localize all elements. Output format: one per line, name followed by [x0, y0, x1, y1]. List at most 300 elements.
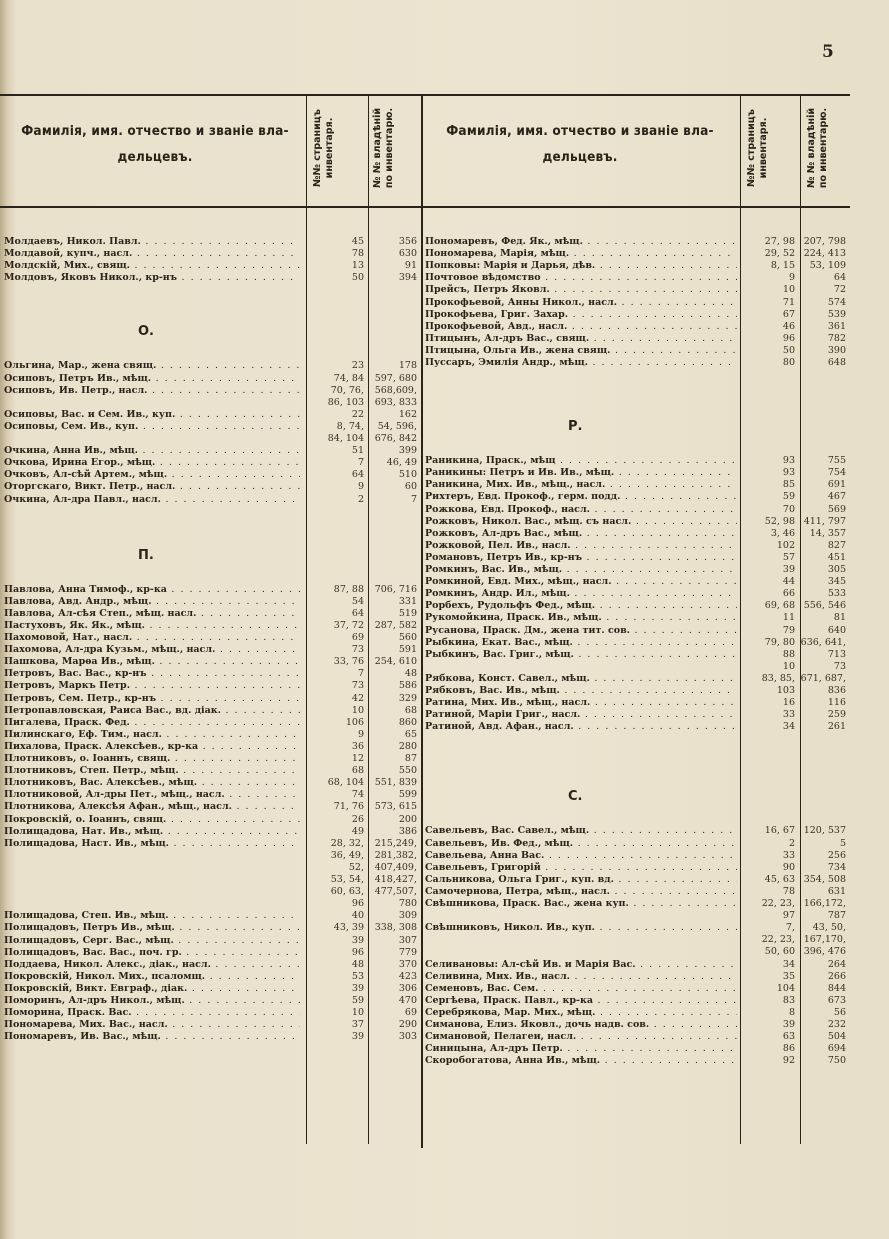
entry-name: Поморинъ, Ал-дръ Никол., мѣщ. . . .: [4, 995, 300, 1007]
entry-name: Рябковъ, Вас. Ив., мѣщ. . . .: [425, 685, 737, 697]
entry-pages: 9: [788, 272, 795, 284]
header-pages-line1: №№ страницъ: [312, 109, 323, 187]
entry-pages: 57: [782, 551, 795, 563]
entry-pages: 42: [351, 692, 364, 704]
entry-owners: 573, 615: [374, 801, 417, 813]
entry-pages: 79, 80: [764, 636, 795, 648]
entry-pages: 33: [782, 849, 795, 861]
header-owners-left: [372, 100, 396, 196]
entry-name: Ромкинъ, Андр. Ил., мѣщ. . . .: [425, 588, 737, 600]
entry-pages: 52,: [348, 861, 364, 873]
entry-pages: 10: [782, 284, 795, 296]
entry-name: Сергѣева, Праск. Павл., кр-ка . . .: [425, 995, 737, 1007]
entry-pages: 45: [351, 236, 364, 247]
entry-name: Птицына, Ольга Ив., жена свящ. . . .: [425, 345, 737, 357]
entry-name: Рыбкина, Екат. Вас., мѣщ. . . .: [425, 637, 737, 649]
entry-name: Синицына, Ал-дръ Петр. . . .: [425, 1043, 737, 1055]
entry-pages: 50: [351, 272, 364, 284]
entry-name: Петровъ, Вас. Вас., кр-нъ . . .: [4, 668, 300, 680]
entry-name: Рожковъ, Никол. Вас., мѣщ. съ насл. . . .: [425, 516, 737, 528]
entry-name: Серебрякова, Мар. Мих., мѣщ. . . .: [425, 1007, 737, 1019]
entry-pages: 80: [782, 357, 795, 368]
entry-name: Раникина, Праск., мѣщ . . .: [425, 455, 737, 467]
entry-owners: 451: [827, 551, 846, 563]
header-pages-line1: №№ страницъ: [746, 109, 757, 187]
entry-name: Покровскій, Викт. Евграф., діак. . . .: [4, 983, 300, 995]
entry-pages: 102: [776, 539, 795, 551]
entry-name: Пахомова, Ал-дра Кузьм., мѣщ., насл. . . .: [4, 644, 300, 656]
header-owners-right: [806, 100, 830, 196]
header-owners-line1: № № владѣній: [806, 108, 817, 188]
entry-name: Рябкова, Конст. Савел., мѣщ. . . .: [425, 673, 737, 685]
entry-owners: 539: [827, 308, 846, 320]
entry-owners: 556, 546: [803, 600, 846, 612]
entry-pages: 8, 74,: [336, 420, 364, 432]
entry-owners: 519: [398, 607, 417, 619]
entry-owners: 69: [404, 1007, 417, 1019]
entry-pages: 74: [351, 789, 364, 801]
entry-pages: 90: [782, 861, 795, 873]
entry-owners: 120, 537: [803, 825, 846, 837]
entry-name: Плотниковъ, о. Іоаннъ, свящ. . . .: [4, 753, 300, 765]
entry-pages: 27, 98: [764, 236, 795, 247]
entry-pages: 49: [351, 825, 364, 837]
entry-pages: 67: [782, 308, 795, 320]
entry-pages: 73: [351, 680, 364, 692]
entry-owners: 510: [398, 469, 417, 481]
entry-name: Рукомойкина, Праск. Ив., мѣщ. . . .: [425, 612, 737, 624]
entry-pages: 10: [351, 1007, 364, 1019]
entry-owners: 599: [398, 789, 417, 801]
entry-owners: 779: [398, 946, 417, 958]
entry-owners: 399: [398, 445, 417, 457]
entry-name: Прокофьева, Григ. Захар. . . .: [425, 309, 737, 321]
entry-pages: 59: [351, 995, 364, 1006]
entry-pages: 26: [351, 813, 364, 825]
entry-name: Пахомовой, Нат., насл. . . .: [4, 632, 300, 644]
entry-owners: 693, 833: [374, 396, 417, 408]
entry-name: Плотниковъ, Вас. Алексѣев., мѣщ. . . .: [4, 777, 300, 789]
entry-name: Свѣшникова, Праск. Вас., жена куп. . . .: [425, 898, 737, 910]
header-owners-line2: по инвентарю.: [818, 107, 829, 189]
entry-name: Сальникова, Ольга Григ., куп. вд. . . .: [425, 874, 737, 886]
entry-owners: 676, 842: [374, 433, 417, 444]
entry-pages: 70: [782, 503, 795, 515]
entry-pages: 106: [345, 716, 364, 728]
entry-name: Оторгскаго, Викт. Петр., насл. . . .: [4, 481, 300, 493]
header-owners-line1: № № владѣній: [372, 108, 383, 188]
entry-owners: 860: [398, 716, 417, 728]
page-number: 5: [822, 42, 834, 62]
entry-owners: 43, 50,: [812, 922, 846, 934]
header-owners-line2: по инвентарю.: [384, 107, 395, 189]
entry-owners: 423: [398, 970, 417, 982]
entry-owners: 73: [833, 660, 846, 672]
entry-name: Пономаревъ, Ив. Вас., мѣщ. . . .: [4, 1031, 300, 1043]
entry-pages: 70, 76,: [330, 384, 364, 396]
entry-name: Прокофьевой, Анны Никол., насл. . . .: [425, 297, 737, 309]
entry-owners: 407,409,: [374, 861, 417, 873]
entry-name: Осиповы, Сем. Ив., куп. . . .: [4, 421, 300, 433]
entry-name: Рихтеръ, Евд. Прокоф., герм. подд. . . .: [425, 491, 737, 503]
entry-name: Пашкова, Марѳа Ив., мѣщ. . . .: [4, 656, 300, 668]
entry-owners: 65: [404, 728, 417, 740]
entry-owners: 550: [398, 765, 417, 777]
entry-owners: 477,507,: [374, 886, 417, 898]
entry-pages: 37: [351, 1019, 364, 1031]
entry-name: Полищадовъ, Петръ Ив., мѣщ. . . .: [4, 922, 300, 934]
entry-name: Осиповы, Вас. и Сем. Ив., куп. . . .: [4, 409, 300, 421]
entry-name: Поддаева, Никол. Алекс., діак., насл. . . .: [4, 959, 300, 971]
entry-name: Павлова, Авд. Андр., мѣщ. . . .: [4, 596, 300, 608]
entry-name: Раникины: Петръ и Ив. Ив., мѣщ. . . .: [425, 467, 737, 479]
entry-name: Савельевъ, Вас. Савел., мѣщ. . . .: [425, 825, 737, 837]
entry-owners: 266: [827, 970, 846, 982]
entry-pages: 83, 85,: [761, 672, 795, 684]
entry-owners: 7: [410, 493, 417, 505]
entry-name: Рожковъ, Ал-дръ Вас., мѣщ. . . .: [425, 528, 737, 540]
entry-owners: 782: [827, 332, 846, 344]
entry-name: Павлова, Анна Тимоф., кр-ка . . .: [4, 584, 300, 596]
entry-pages: 44: [782, 576, 795, 588]
entry-owners: 694: [827, 1043, 846, 1055]
entry-pages: 88: [782, 648, 795, 660]
entry-pages: 69: [351, 632, 364, 643]
entry-name: Осиповъ, Ив. Петр., насл. . . .: [4, 385, 300, 397]
entry-owners: 673: [827, 994, 846, 1006]
entry-owners: 46, 49: [386, 457, 417, 469]
entry-owners: 54, 596,: [377, 420, 417, 432]
entry-pages: 10: [351, 704, 364, 716]
entry-owners: 671, 687,: [800, 672, 846, 684]
entry-pages: 39: [351, 982, 364, 994]
entry-name: Плотникова, Алексѣя Афан., мѣщ., насл. . . .: [4, 801, 300, 813]
entry-name: Петровъ, Сем. Петр., кр-нъ . . .: [4, 693, 300, 705]
entry-pages: 39: [782, 564, 795, 575]
entry-owners: 467: [827, 491, 846, 503]
entry-pages: 46: [782, 320, 795, 332]
entry-pages: 52, 98: [764, 515, 795, 527]
entry-name: Пихалова, Праск. Алексѣев., кр-ка . . .: [4, 741, 300, 753]
entry-name: Полищадова, Нат. Ив., мѣщ. . . .: [4, 826, 300, 838]
entry-name: Рорбехъ, Рудольфъ Фед., мѣщ. . . .: [425, 600, 737, 612]
entry-pages: 7: [357, 457, 364, 469]
entry-owners: 254, 610: [374, 656, 417, 668]
entry-owners: 345: [827, 576, 846, 588]
entry-name: Попковы: Марія и Дарья, дѣв. . . .: [425, 260, 737, 272]
entry-owners: 64: [833, 272, 846, 284]
entry-owners: 329: [398, 692, 417, 704]
entry-pages: 103: [776, 685, 795, 696]
entry-name: Поморина, Праск. Вас. . . .: [4, 1007, 300, 1019]
entry-owners: 87: [404, 753, 417, 764]
entry-owners: 178: [398, 360, 417, 372]
entry-name: Рыбкинъ, Вас. Григ., мѣщ. . . .: [425, 649, 737, 661]
header-name-line2: дельцевъ.: [542, 149, 618, 165]
entry-owners: 167,170,: [803, 934, 846, 946]
entry-owners: 53, 109: [809, 260, 846, 272]
entry-owners: 551, 839: [374, 777, 417, 789]
entry-owners: 166,172,: [803, 898, 846, 909]
header-name-left: [10, 118, 300, 170]
entry-pages: 51: [351, 445, 364, 457]
entry-owners: 586: [398, 680, 417, 692]
entry-owners: 290: [398, 1019, 417, 1031]
entry-name: Пономарева, Мих. Вас., насл. . . .: [4, 1019, 300, 1031]
entry-pages: 78: [782, 885, 795, 897]
entry-pages: 87, 88: [333, 583, 364, 595]
header-name-line1: Фамилія, имя. отчество и званіе вла-: [446, 123, 714, 139]
entry-name: Пономарева, Марія, мѣщ. . . .: [425, 248, 737, 260]
entry-owners: 836: [827, 685, 846, 696]
header-pages-left: [312, 100, 336, 196]
entry-pages: 10: [782, 660, 795, 672]
entry-pages: 22, 23,: [761, 898, 795, 909]
entry-pages: 29, 52: [764, 248, 795, 260]
entry-owners: 60: [404, 481, 417, 493]
entry-pages: 86: [782, 1043, 795, 1055]
entry-name: Полищадова, Степ. Ив., мѣщ. . . .: [4, 910, 300, 922]
entry-owners: 470: [398, 995, 417, 1006]
entry-owners: 390: [827, 344, 846, 356]
entry-pages: 7,: [785, 922, 795, 934]
entry-owners: 691: [827, 479, 846, 491]
entry-pages: 96: [782, 332, 795, 344]
entry-owners: 81: [833, 612, 846, 624]
entry-name: Молдаевъ, Никол. Павл. . . .: [4, 236, 300, 248]
entry-name: Ромкиной, Евд. Мих., мѣщ., насл. . . .: [425, 576, 737, 588]
section-letter: С.: [568, 789, 583, 805]
entry-pages: 8: [788, 1006, 795, 1018]
entry-pages: 86, 103: [327, 396, 364, 408]
entry-pages: 12: [351, 753, 364, 764]
entry-pages: 37, 72: [333, 619, 364, 631]
entry-owners: 591: [398, 644, 417, 656]
entry-name: Очкина, Ал-дра Павл., насл. . . .: [4, 494, 300, 506]
entry-owners: 354, 508: [803, 873, 846, 885]
entry-pages: 13: [351, 260, 364, 272]
entry-pages: 97: [782, 910, 795, 922]
entry-pages: 9: [357, 728, 364, 740]
entry-owners: 116: [827, 697, 846, 709]
entry-pages: 33: [782, 709, 795, 721]
entry-owners: 780: [398, 898, 417, 910]
entry-pages: 71: [782, 296, 795, 308]
entry-owners: 306: [398, 982, 417, 994]
entry-pages: 39: [782, 1019, 795, 1030]
entry-pages: 93: [782, 467, 795, 479]
entry-pages: 7: [357, 668, 364, 680]
entry-owners: 597, 680: [374, 372, 417, 384]
entry-pages: 16: [782, 697, 795, 709]
entry-name: Очкова, Ирина Егор., мѣщ. . . .: [4, 457, 300, 469]
header-pages-right: [746, 100, 770, 196]
col-rule-center: [421, 94, 423, 1148]
entry-owners: 264: [827, 958, 846, 970]
entry-pages: 68: [351, 765, 364, 777]
entry-pages: 2: [788, 837, 795, 849]
entry-owners: 396, 476: [803, 946, 846, 958]
entry-owners: 280: [398, 740, 417, 752]
entry-name: Селивина, Мих. Ив., насл. . . .: [425, 971, 737, 983]
entry-pages: 84, 104: [327, 433, 364, 444]
entry-name: Полищадовъ, Серг. Вас., мѣщ. . . .: [4, 935, 300, 947]
section-letter: Р.: [568, 419, 583, 435]
entry-name: Ромкинъ, Вас. Ив., мѣщ. . . .: [425, 564, 737, 576]
entry-owners: 224, 413: [803, 248, 846, 260]
entry-pages: 104: [776, 982, 795, 994]
entry-owners: 844: [827, 982, 846, 994]
entry-name: Симановой, Пелагеи, насл. . . .: [425, 1031, 737, 1043]
entry-owners: 303: [398, 1031, 417, 1043]
entry-pages: 53, 54,: [330, 874, 364, 885]
entry-name: Покровскій, Никол. Мих., псаломщ. . . .: [4, 971, 300, 983]
entry-owners: 411, 797: [803, 515, 846, 527]
entry-name: Селивановы: Ал-сѣй Ив. и Марія Вас. . . .: [425, 959, 737, 971]
entry-pages: 11: [782, 612, 795, 624]
entry-name: Раникина, Мих. Ив., мѣщ., насл. . . .: [425, 479, 737, 491]
entry-owners: 361: [827, 320, 846, 332]
entry-owners: 827: [827, 539, 846, 551]
entry-owners: 574: [827, 296, 846, 308]
entry-pages: 83: [782, 994, 795, 1006]
entry-name: Осиповъ, Петръ Ив., мѣщ. . . .: [4, 373, 300, 385]
entry-pages: 39: [351, 934, 364, 946]
entry-pages: 36, 49,: [330, 849, 364, 861]
entry-owners: 787: [827, 910, 846, 922]
entry-name: Очковъ, Ал-сѣй Артем., мѣщ. . . .: [4, 469, 300, 481]
entry-owners: 418,427,: [374, 874, 417, 885]
entry-name: Рожковой, Пел. Ив., насл. . . .: [425, 540, 737, 552]
entry-owners: 338, 308: [374, 922, 417, 934]
entry-name: Плотниковой, Ал-дры Пет., мѣщ., насл. . . .: [4, 789, 300, 801]
entry-pages: 45, 63: [764, 873, 795, 885]
entry-pages: 68, 104: [327, 777, 364, 789]
entry-name: Самочернова, Петра, мѣщ., насл. . . .: [425, 886, 737, 898]
entry-pages: 43, 39: [333, 922, 364, 934]
header-name-line1: Фамилія, имя. отчество и званіе вла-: [21, 123, 289, 139]
entry-owners: 215,249,: [374, 837, 417, 849]
entry-pages: 64: [351, 607, 364, 619]
entry-owners: 56: [833, 1006, 846, 1018]
entry-name: Ратиной, Авд. Афан., насл. . . .: [425, 721, 737, 733]
entry-name: Павлова, Ал-сѣя Степ., мѣщ. насл. . . .: [4, 608, 300, 620]
entry-owners: 356: [398, 236, 417, 247]
entry-owners: 68: [404, 704, 417, 716]
entry-pages: 64: [351, 469, 364, 481]
entry-name: Пилинскаго, Еф. Тим., насл. . . .: [4, 729, 300, 741]
entry-pages: 39: [351, 1031, 364, 1043]
header-top-rule: [0, 94, 850, 96]
entry-pages: 3, 46: [770, 527, 795, 539]
entry-pages: 50, 60: [764, 946, 795, 958]
entry-pages: 63: [782, 1031, 795, 1043]
entry-owners: 750: [827, 1055, 846, 1067]
entry-name: Пигалева, Праск. Фед. . . .: [4, 717, 300, 729]
entry-name: Петровъ, Маркъ Петр. . . .: [4, 680, 300, 692]
entry-owners: 560: [398, 632, 417, 643]
entry-pages: 71, 76: [333, 801, 364, 813]
entry-owners: 48: [404, 668, 417, 680]
entry-pages: 54: [351, 595, 364, 607]
entry-owners: 569: [827, 503, 846, 515]
entry-name: Почтовое вѣдомство . . .: [425, 272, 737, 284]
entry-name: Молдскій, Мих., свящ. . . .: [4, 260, 300, 272]
entry-owners: 370: [398, 958, 417, 970]
entry-name: Птицынъ, Ал-дръ Вас., свящ. . . .: [425, 333, 737, 345]
entry-name: Симанова, Елиз. Яковл., дочь надв. сов. . . .: [425, 1019, 737, 1031]
entry-owners: 232: [827, 1019, 846, 1030]
entry-owners: 256: [827, 849, 846, 861]
entry-owners: 5: [839, 837, 846, 849]
entry-name: Полищадовъ, Вас. Вас., поч. гр. . . .: [4, 947, 300, 959]
entry-pages: 66: [782, 588, 795, 600]
entry-name: Прейсъ, Петръ Яковл. . . .: [425, 284, 737, 296]
entry-pages: 22, 23,: [761, 934, 795, 946]
entry-owners: 713: [827, 648, 846, 660]
entry-pages: 79: [782, 624, 795, 636]
entry-pages: 96: [351, 946, 364, 958]
header-bottom-rule: [0, 206, 850, 208]
entry-name: Рожкова, Евд. Прокоф., насл. . . .: [425, 504, 737, 516]
entry-owners: 631: [827, 885, 846, 897]
entry-owners: 281,382,: [374, 849, 417, 861]
entry-owners: 309: [398, 910, 417, 922]
entry-owners: 630: [398, 248, 417, 260]
entry-name: Плотниковъ, Степ. Петр., мѣщ. . . .: [4, 765, 300, 777]
entry-name: Пономаревъ, Фед. Як., мѣщ. . . .: [425, 236, 737, 248]
entry-owners: 706, 716: [374, 583, 417, 595]
entry-name: Молдавой, купч., насл. . . .: [4, 248, 300, 260]
entry-pages: 92: [782, 1055, 795, 1067]
entry-owners: 504: [827, 1031, 846, 1043]
entry-owners: 640: [827, 624, 846, 636]
entry-pages: 40: [351, 910, 364, 922]
entry-pages: 96: [351, 898, 364, 910]
entry-name: Романовъ, Петръ Ив., кр-нъ . . .: [425, 552, 737, 564]
entry-owners: 91: [404, 260, 417, 272]
entry-name: Савельевъ, Ив. Фед., мѣщ. . . .: [425, 838, 737, 850]
entry-pages: 23: [351, 360, 364, 372]
entry-pages: 60, 63,: [330, 886, 364, 898]
entry-name: Скоробогатова, Анна Ив., мѣщ. . . .: [425, 1055, 737, 1067]
entry-pages: 22: [351, 408, 364, 420]
entry-name: Ратиной, Маріи Григ., насл. . . .: [425, 709, 737, 721]
entry-name: Покровскій, о. Іоаннъ, свящ. . . .: [4, 814, 300, 826]
entry-owners: 331: [398, 595, 417, 607]
entry-owners: 14, 357: [809, 527, 846, 539]
entry-owners: 207, 798: [803, 236, 846, 247]
entry-owners: 648: [827, 357, 846, 368]
entry-owners: 754: [827, 467, 846, 479]
entry-name: Очкина, Анна Ив., мѣщ. . . .: [4, 445, 300, 457]
section-letter: О.: [138, 324, 154, 340]
entry-pages: 53: [351, 970, 364, 982]
entry-name: Савельева, Анна Вас. . . .: [425, 850, 737, 862]
entry-name: Ратина, Мих. Ив., мѣщ., насл. . . .: [425, 697, 737, 709]
entry-owners: 261: [827, 721, 846, 733]
entry-name: Свѣшниковъ, Никол. Ив., куп. . . .: [425, 922, 737, 934]
entry-owners: 307: [398, 934, 417, 946]
entry-pages: 34: [782, 721, 795, 733]
entry-pages: 28, 32,: [330, 837, 364, 849]
entry-owners: 287, 582: [374, 619, 417, 631]
section-letter: П.: [138, 547, 154, 563]
entry-owners: 386: [398, 825, 417, 837]
entry-pages: 48: [351, 958, 364, 970]
entry-owners: 636, 641,: [800, 636, 846, 648]
entry-pages: 34: [782, 958, 795, 970]
